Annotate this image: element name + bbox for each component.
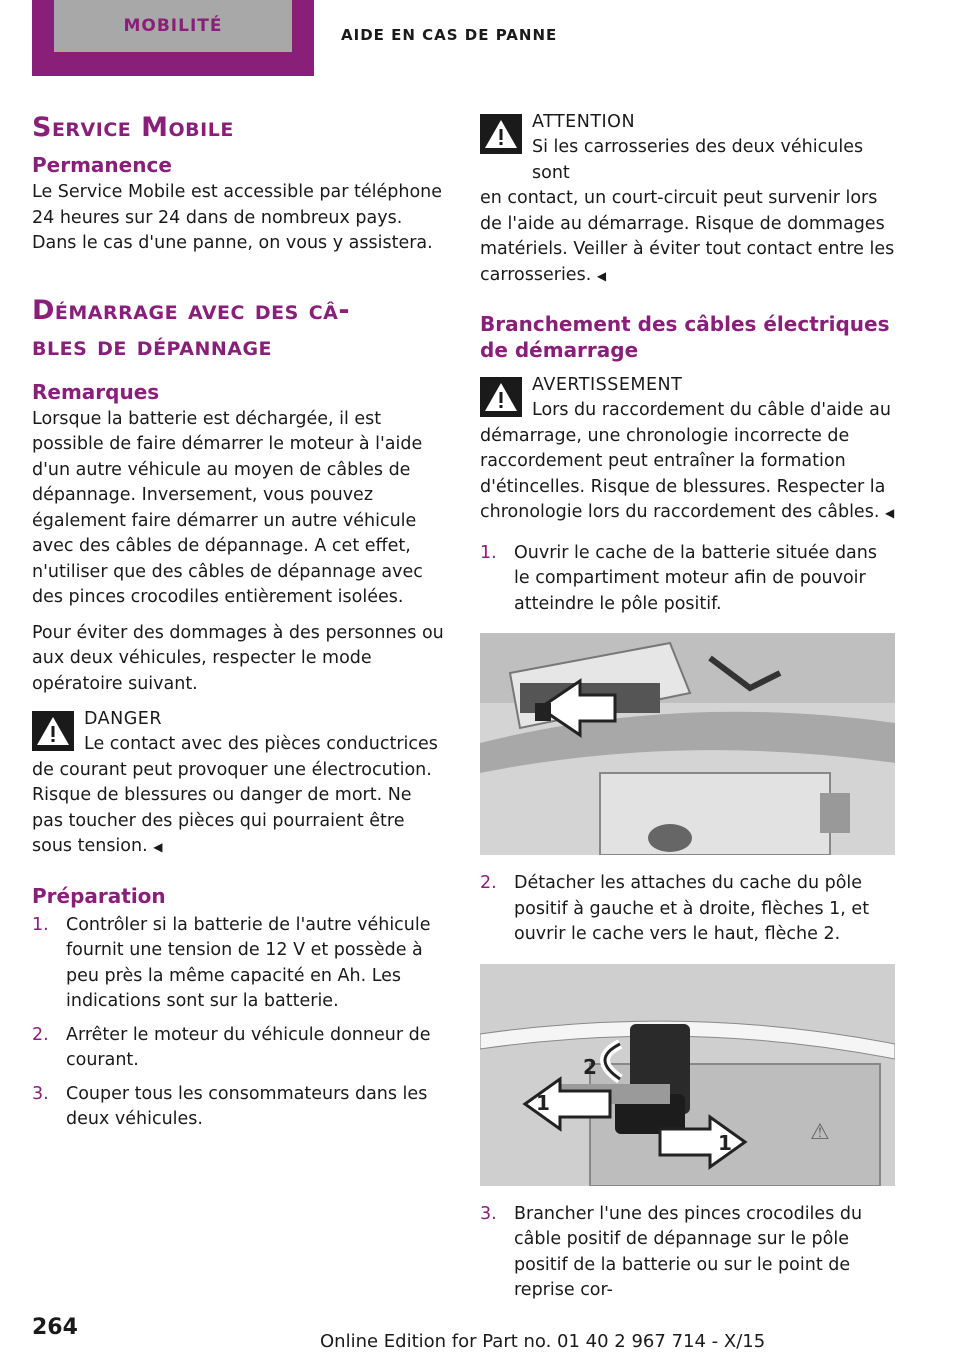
heading-preparation: Préparation [32, 883, 166, 908]
battery-cover-photo [480, 964, 895, 1186]
list-item-text: Ouvrir le cache de la batterie située dans le compartiment moteur afin de pouvoir atteindre le pôle positif. [514, 542, 877, 614]
warning-triangle-icon [32, 711, 74, 751]
list-item-number: 3. [32, 1083, 49, 1104]
heading-service-mobile: Service Mobile [32, 112, 234, 143]
attention-notice [480, 110, 895, 289]
danger-body-first: Le contact avec des pièces conductrices [84, 734, 438, 754]
list-item-number: 1. [480, 542, 497, 563]
heading-permanence: Permanence [32, 153, 172, 177]
preparation-list [32, 913, 444, 1133]
list-item-text: Détacher les attaches du cache du pôle positif à gauche et à droite, flèches 1, et ouvrir le cache vers le haut, flèche 2. [514, 873, 870, 944]
heading-branchement: Branchement des câbles électriques de démarrage [480, 312, 890, 362]
list-item-number: 2. [480, 873, 497, 893]
avertissement-title: AVERTISSEMENT [532, 375, 683, 395]
right-column [480, 110, 895, 1312]
list-item-text: Contrôler si la batterie de l'autre véhicule fournit une tension de 12 V et possède à peu près la même capacité en Ah. Les indications sont sur la batterie. [66, 914, 431, 1011]
warning-triangle-icon [480, 377, 522, 417]
footer-edition: Online Edition for Part no. 01 40 2 967 714 - X/15 [320, 1331, 766, 1352]
paragraph-permanence: Le Service Mobile est accessible par téléphone 24 heures sur 24 dans de nombreux pays. Dans le cas d'une panne, on vous y assistera. [32, 182, 443, 253]
attention-body-rest: en contact, un court-circuit peut survenir lors de l'aide au démarrage. Risque de dommages matériels. Veiller à éviter tout contact entre les carrosseries. [480, 188, 895, 285]
heading-demarrage-line2: bles de dépannage [32, 330, 273, 362]
left-column [32, 110, 444, 1141]
avertissement-body-rest: démarrage, une chronologie incorrecte de raccordement peut entraîner la formation d'étincelles. Risque de blessures. Respecter la chronologie lors du raccordement des câbles. [480, 425, 886, 522]
list-item-number: 1. [32, 914, 49, 935]
engine-compartment-photo [480, 633, 895, 855]
danger-notice [32, 707, 444, 861]
list-item [32, 913, 444, 1015]
list-item [32, 1023, 444, 1074]
attention-body-first: Si les carrosseries des deux véhicules sont [532, 137, 864, 183]
list-item-text: Couper tous les consommateurs dans les deux véhicules. [66, 1083, 428, 1129]
list-item-text: Brancher l'une des pinces crocodiles du câble positif de dépannage sur le pôle positif de la batterie ou sur le point de reprise cor- [514, 1203, 863, 1300]
attention-title: ATTENTION [532, 112, 636, 132]
avertissement-body-first: Lors du raccordement du câble d'aide au [532, 400, 891, 420]
list-item [32, 1082, 444, 1133]
list-item [480, 871, 895, 948]
list-item-number: 2. [32, 1024, 49, 1045]
end-marker-icon: ◀ [596, 268, 607, 283]
page-number: 264 [32, 1315, 78, 1340]
heading-demarrage [32, 293, 444, 365]
avertissement-notice [480, 373, 895, 527]
list-item-number: 3. [480, 1203, 497, 1224]
figure-label-1-right: 1 [718, 1130, 732, 1155]
list-item [480, 541, 895, 618]
section-title: AIDE EN CAS DE PANNE [341, 26, 558, 44]
list-item [480, 1202, 895, 1304]
danger-body-rest: de courant peut provoquer une électrocution. Risque de blessures ou danger de mort. Ne pas toucher des pièces qui pourraient être sous tension. [32, 759, 432, 856]
danger-body [32, 732, 444, 861]
paragraph-remarques-1: Lorsque la batterie est déchargée, il est possible de faire démarrer le moteur à l'aide d'un autre véhicule au moyen de câbles de dépannage. Inversement, vous pouvez également faire démarrer un autre véhicule avec des câbles de dépannage. A cet effet, n'utiliser que des câbles de dépannage avec des pinces crocodiles entièrement isolées. [32, 408, 423, 607]
battery-warning-symbol: ⚠ [810, 1119, 830, 1145]
heading-demarrage-line1: Démarrage avec des câ- [32, 294, 351, 326]
avertissement-body [480, 398, 895, 527]
figure-label-2: 2 [583, 1054, 597, 1079]
attention-body [480, 135, 895, 289]
paragraph-remarques-2: Pour éviter des dommages à des personnes ou aux deux véhicules, respecter le mode opératoire suivant. [32, 622, 444, 694]
danger-title: DANGER [84, 709, 163, 729]
end-marker-icon: ◀ [153, 840, 163, 854]
figure-label-1: 1 [536, 1090, 550, 1115]
chapter-tab-label: MOBILITÉ [54, 0, 292, 52]
warning-triangle-icon [480, 114, 522, 154]
list-item-text: Arrêter le moteur du véhicule donneur de courant. [66, 1024, 431, 1070]
chapter-tab [32, 0, 314, 76]
heading-remarques: Remarques [32, 379, 160, 404]
end-marker-icon: ◀ [884, 506, 895, 520]
